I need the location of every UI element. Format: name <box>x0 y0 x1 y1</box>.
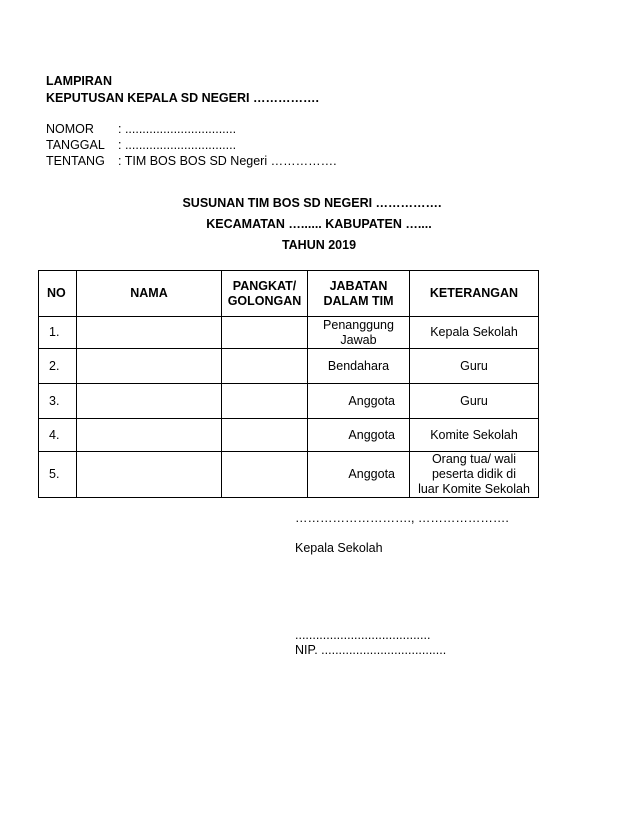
header-jabatan <box>308 271 410 317</box>
cell-no: 3. <box>39 384 77 419</box>
meta-label: NOMOR <box>46 122 94 136</box>
signature-nip: NIP. .................................... <box>295 643 447 657</box>
header-nama: NAMA <box>77 271 222 317</box>
cell-pangkat <box>222 349 308 384</box>
attachment-label: LAMPIRAN <box>46 74 112 88</box>
meta-tanggal <box>0 137 638 153</box>
cell-keterangan: Guru <box>410 384 539 419</box>
meta-value: : TIM BOS BOS SD Negeri ……………. <box>118 154 337 168</box>
header-jabatan-line: JABATAN <box>329 278 388 293</box>
document-title: SUSUNAN TIM BOS SD NEGERI ……………. <box>182 196 442 210</box>
meta-value: : ................................ <box>118 138 237 152</box>
cell-nama <box>77 452 222 498</box>
cell-jabatan: Bendahara <box>308 349 410 384</box>
header-jabatan-line: DALAM TIM <box>323 293 394 308</box>
cell-pangkat <box>222 452 308 498</box>
cell-nama <box>77 317 222 349</box>
table-row <box>39 419 539 452</box>
table-row <box>39 317 539 349</box>
cell-jabatan-line: Penanggung <box>323 317 394 332</box>
signature-place-date: ………………………., …………………. <box>295 511 509 525</box>
cell-keterangan: Kepala Sekolah <box>410 317 539 349</box>
header-keterangan: KETERANGAN <box>410 271 539 317</box>
table-row <box>39 384 539 419</box>
meta-nomor <box>0 121 638 137</box>
cell-keterangan: Guru <box>410 349 539 384</box>
cell-nama <box>77 384 222 419</box>
cell-jabatan: Anggota <box>308 384 410 419</box>
header-pangkat-line: GOLONGAN <box>227 293 302 308</box>
meta-tentang <box>0 153 638 169</box>
cell-no: 4. <box>39 419 77 452</box>
document-year: TAHUN 2019 <box>281 238 357 252</box>
cell-jabatan <box>308 317 410 349</box>
document-subtitle: KECAMATAN …...... KABUPATEN ….... <box>206 217 432 231</box>
signature-name-line: ....................................... <box>295 628 431 642</box>
cell-nama <box>77 419 222 452</box>
cell-jabatan: Anggota <box>308 419 410 452</box>
cell-pangkat <box>222 419 308 452</box>
cell-keterangan <box>410 452 539 498</box>
cell-jabatan-line: Jawab <box>340 332 377 347</box>
meta-label: TANGGAL <box>46 138 105 152</box>
cell-keterangan-line: peserta didik di <box>431 467 517 481</box>
cell-pangkat <box>222 317 308 349</box>
cell-pangkat <box>222 384 308 419</box>
header-pangkat-line: PANGKAT/ <box>232 278 297 293</box>
decree-title: KEPUTUSAN KEPALA SD NEGERI ……………. <box>46 91 319 105</box>
cell-jabatan: Anggota <box>308 452 410 498</box>
cell-no: 5. <box>39 452 77 498</box>
cell-keterangan-line: Orang tua/ wali <box>431 452 517 466</box>
meta-value: : ................................ <box>118 122 237 136</box>
table-header-row <box>39 271 539 317</box>
cell-no: 1. <box>39 317 77 349</box>
table-row <box>39 349 539 384</box>
meta-label: TENTANG <box>46 154 105 168</box>
table-row <box>39 452 539 498</box>
cell-keterangan-line: luar Komite Sekolah <box>418 482 530 496</box>
header-pangkat <box>222 271 308 317</box>
cell-nama <box>77 349 222 384</box>
team-table <box>38 270 539 498</box>
cell-keterangan: Komite Sekolah <box>410 419 539 452</box>
cell-no: 2. <box>39 349 77 384</box>
header-no: NO <box>39 271 77 317</box>
signature-role: Kepala Sekolah <box>295 541 383 555</box>
